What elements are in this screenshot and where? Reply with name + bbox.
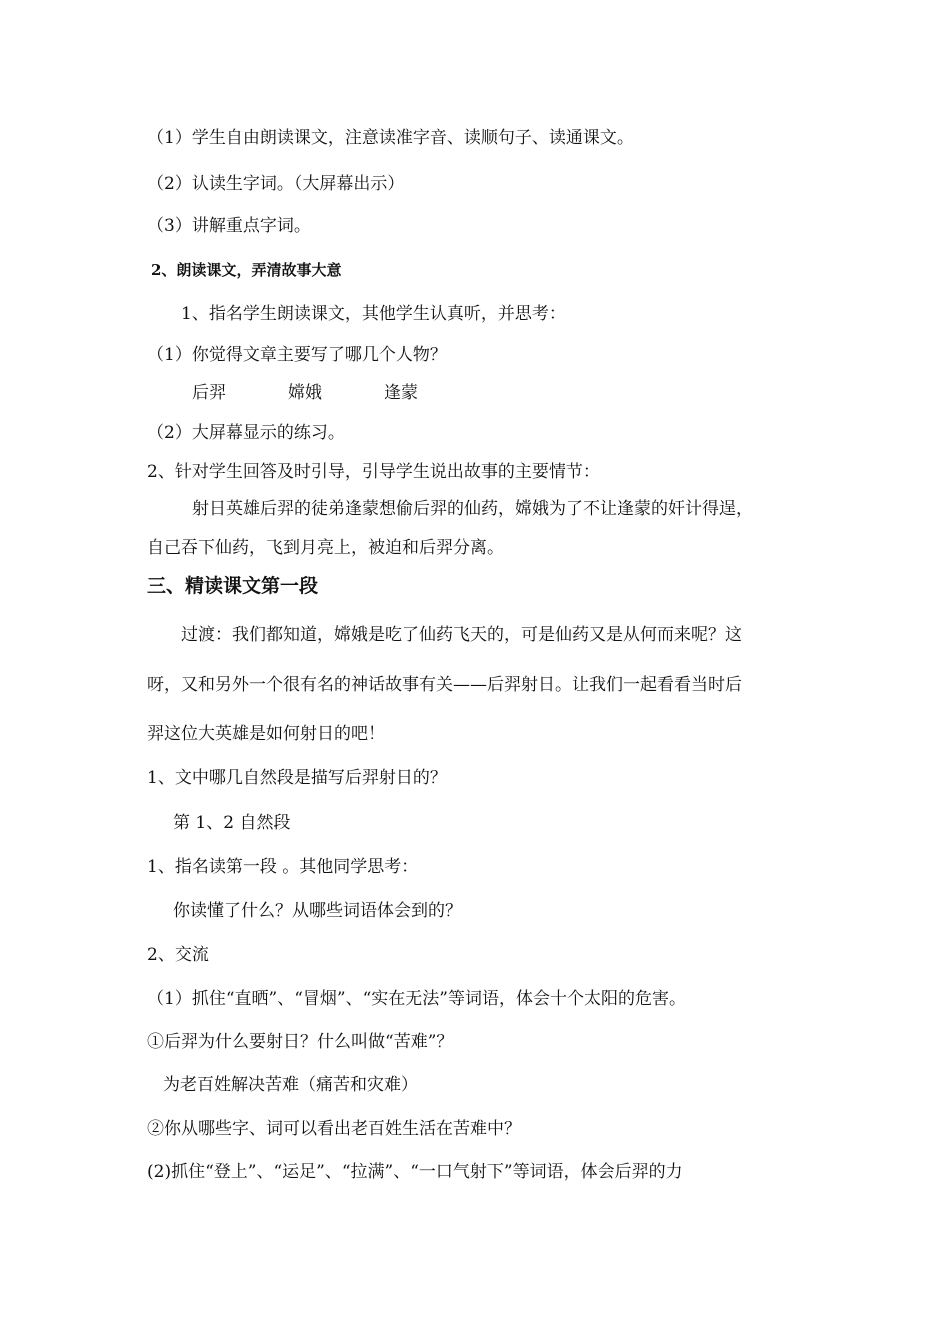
text-line: 自己吞下仙药，飞到月亮上，被迫和后羿分离。 bbox=[147, 538, 504, 558]
text-line: 羿这位大英雄是如何射日的吧！ bbox=[147, 724, 385, 744]
text-line: (2)抓住“登上”、“运足”、“拉满”、“一口气射下”等词语，体会后羿的力 bbox=[147, 1162, 683, 1182]
character-name: 逢蒙 bbox=[384, 383, 418, 403]
text-line: （3）讲解重点字词。 bbox=[147, 216, 311, 236]
text-line: （2）大屏幕显示的练习。 bbox=[147, 423, 345, 443]
text-line: 射日英雄后羿的徒弟逢蒙想偷后羿的仙药，嫦娥为了不让逢蒙的奸计得逞， bbox=[192, 499, 753, 519]
text-line: 呀，又和另外一个很有名的神话故事有关——后羿射日。让我们一起看看当时后 bbox=[147, 675, 742, 695]
text-line: 第 1、2 自然段 bbox=[173, 813, 291, 833]
text-line: （1）抓住“直晒”、“冒烟”、“实在无法”等词语，体会十个太阳的危害。 bbox=[147, 989, 686, 1009]
subheading: 2、朗读课文，弄清故事大意 bbox=[151, 261, 342, 279]
text-line: （1）学生自由朗读课文，注意读准字音、读顺句子、读通课文。 bbox=[147, 128, 634, 148]
section-heading: 三、精读课文第一段 bbox=[147, 575, 319, 597]
text-line: （1）你觉得文章主要写了哪几个人物？ bbox=[147, 345, 447, 365]
text-line: 1、文中哪几自然段是描写后羿射日的？ bbox=[147, 768, 447, 788]
text-line: ②你从哪些字、词可以看出老百姓生活在苦难中？ bbox=[147, 1119, 521, 1139]
text-line: 2、交流 bbox=[147, 945, 209, 965]
text-line: 你读懂了什么？从哪些词语体会到的？ bbox=[173, 901, 462, 921]
text-line: 1、指名读第一段 。其他同学思考： bbox=[147, 857, 419, 877]
text-line: 2、针对学生回答及时引导，引导学生说出故事的主要情节： bbox=[147, 462, 600, 482]
text-line: 为老百姓解决苦难（痛苦和灾难） bbox=[163, 1075, 418, 1095]
text-line: 1、指名学生朗读课文，其他学生认真听，并思考： bbox=[181, 304, 566, 324]
text-line: 过渡：我们都知道，嫦娥是吃了仙药飞天的，可是仙药又是从何而来呢？这 bbox=[181, 625, 742, 645]
text-line: ①后羿为什么要射日？什么叫做“苦难”？ bbox=[147, 1032, 454, 1052]
character-name: 嫦娥 bbox=[288, 383, 322, 403]
character-name: 后羿 bbox=[192, 383, 226, 403]
text-line: （2）认读生字词。（大屏幕出示） bbox=[147, 174, 405, 194]
